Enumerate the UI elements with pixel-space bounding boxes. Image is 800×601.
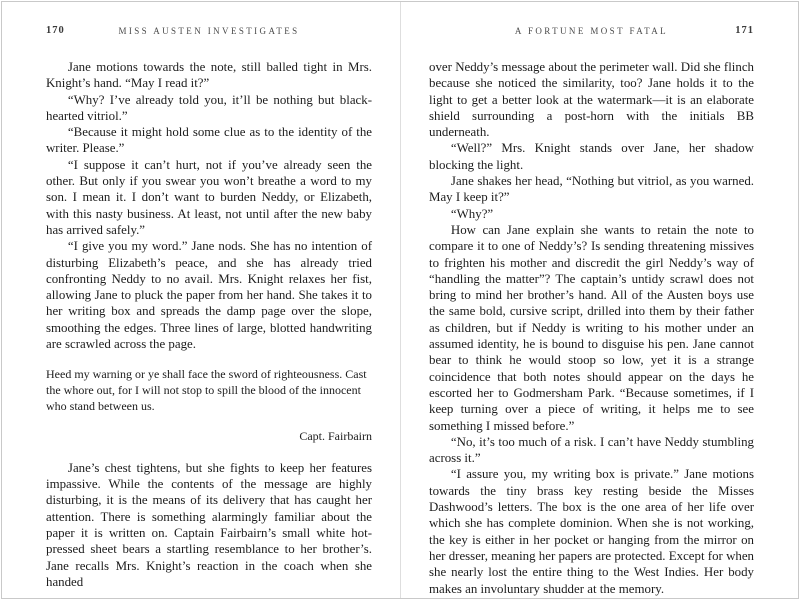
running-title-left: MISS AUSTEN INVESTIGATES bbox=[118, 26, 300, 36]
paragraph: “Why? I’ve already told you, it’ll be nothing but black-hearted vitriol.” bbox=[46, 92, 372, 123]
threat-note-attribution: Capt. Fairbairn bbox=[299, 429, 372, 444]
page-number-right: 171 bbox=[735, 25, 754, 36]
threat-note-text: Heed my warning or ye shall face the sword of righteousness. Cast the whore out, for I will not stop to spill the blood of the innocent who stand between us. bbox=[46, 367, 367, 413]
paragraph: “Why?” bbox=[450, 206, 494, 221]
threat-note-quote bbox=[46, 367, 372, 444]
paragraph: “I assure you, my writing box is private.” Jane motions towards the tiny brass key resting beside the Misses Dashwood’s letters. The box is the one area of her life over which she has complete dominion. When she is not working, the key is either in her pocket or hanging from the mirror on her dresser, meaning her papers are protected. Except for when she nearly lost the entire thing to the West Indies. Her body makes an involuntary shudder at the memory. bbox=[429, 467, 754, 596]
book-spread bbox=[1, 1, 799, 599]
paragraph: “I give you my word.” Jane nods. She has no intention of disturbing Elizabeth’s peace, and she has already tried confronting Neddy to no avail. Mrs. Knight relaxes her fist, allowing Jane to pluck the paper from her hand. She takes it to her writing box and spreads the damp page over the slope, smoothing the edges. Three lines of large, blotted handwriting are scrawled across the page. bbox=[46, 239, 372, 352]
paragraph-continuation: over Neddy’s message about the perimeter wall. Did she flinch because she noticed the similarity, too? Jane holds it to the light to get a better look at the watermark—it is an elaborate shield surrounding a post-horn with the initials BB underneath. bbox=[429, 60, 754, 140]
paragraph: How can Jane explain she wants to retain the note to compare it to one of Neddy’s? Is sending threatening missives to frighten his mother and discredit the girl Neddy’s way of “handling the matter”? The captain’s untidy scrawl does not bring to mind her brother’s hand. All of the Austen boys use the same bold, cursive script, drilled into them by their father as children, but if Neddy is writing to his mother under an assumed identity, he is bound to disguise his pen. Jane cannot bear to think he would stoop so low, yet it is a strange coincidence that both notes should appear on the days he escorted her to Godmersham Park. “Because sometimes, if I keep turning over a piece of writing, it helps me to see something I missed before.” bbox=[429, 222, 754, 433]
page-right bbox=[400, 2, 798, 598]
running-title-right: A FORTUNE MOST FATAL bbox=[514, 26, 669, 36]
paragraph: “I suppose it can’t hurt, not if you’ve already seen the other. But only if you swear you won’t breathe a word to my son. I mean it. I don’t want to burden Neddy, or Elizabeth, with this nasty business. At least, not until after the new baby has arrived safely.” bbox=[46, 157, 372, 237]
running-header-right bbox=[429, 26, 754, 39]
paragraph: Jane motions towards the note, still balled tight in Mrs. Knight’s hand. “May I read it?” bbox=[46, 60, 372, 91]
page-number-left: 170 bbox=[46, 25, 65, 36]
page-left bbox=[2, 2, 400, 598]
paragraph: “Well?” Mrs. Knight stands over Jane, her shadow blocking the light. bbox=[429, 141, 754, 172]
paragraph: Jane shakes her head, “Nothing but vitriol, as you warned. May I keep it?” bbox=[429, 174, 754, 205]
paragraph: “No, it’s too much of a risk. I can’t have Neddy stumbling across it.” bbox=[429, 434, 754, 466]
page-body-left bbox=[46, 59, 372, 590]
paragraph: Jane’s chest tightens, but she fights to keep her features impassive. While the contents of the message are highly disturbing, it is the means of its delivery that has caught her attention. There is something alarmingly familiar about the paper it is written on. Captain Fairbairn’s small white hot-pressed sheet bears a startling resemblance to her brother’s. Jane recalls Mrs. Knight’s reaction in the coach when she handed bbox=[46, 460, 372, 589]
paragraph: “Because it might hold some clue as to the identity of the writer. Please.” bbox=[46, 125, 372, 156]
running-header-left bbox=[46, 26, 372, 39]
page-body-right bbox=[429, 59, 754, 597]
